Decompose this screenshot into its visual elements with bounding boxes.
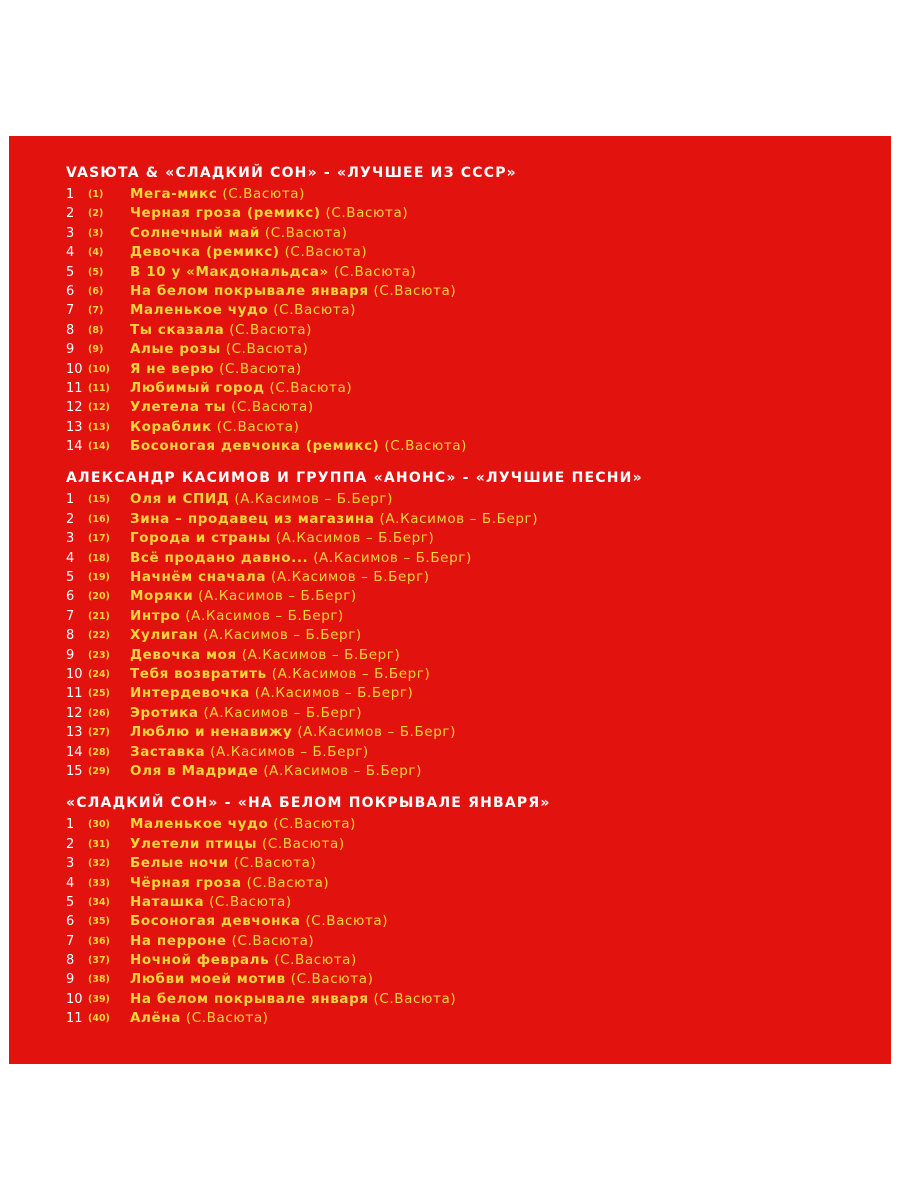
track-row	[66, 321, 866, 340]
track-global-number: (20)	[88, 591, 110, 603]
track-number: 5	[66, 264, 75, 280]
track-name: Всё продано давно...	[130, 549, 309, 566]
track-name: Маленькое чудо	[130, 816, 269, 833]
track-author: (С.Васюта)	[246, 874, 330, 891]
track-name: На перроне	[130, 932, 227, 949]
track-row	[66, 951, 866, 970]
album-title: VASЮTA & «СЛАДКИЙ СОН» - «ЛУЧШЕЕ ИЗ СССР»	[66, 165, 517, 181]
track-global-number: (5)	[88, 266, 104, 278]
track-author: (С.Васюта)	[373, 990, 457, 1007]
track-number: 7	[66, 303, 75, 319]
track-global-number: (36)	[88, 935, 110, 947]
track-name: Алые розы	[130, 341, 221, 358]
track-row	[66, 437, 866, 456]
album-section	[66, 792, 866, 1028]
track-row	[66, 743, 866, 762]
track-global-number: (17)	[88, 533, 110, 545]
track-title-line	[130, 626, 362, 645]
track-row	[66, 224, 866, 243]
track-author: (А.Касимов – Б.Берг)	[379, 510, 539, 527]
track-name: Чёрная гроза	[130, 874, 242, 891]
track-name: В 10 у «Макдональдса»	[130, 263, 329, 280]
track-global-number: (2)	[88, 208, 104, 220]
track-row	[66, 665, 866, 684]
track-name: Улетела ты	[130, 399, 227, 416]
track-global-number: (40)	[88, 1013, 110, 1025]
track-number: 2	[66, 836, 75, 852]
album-title: «СЛАДКИЙ СОН» - «НА БЕЛОМ ПОКРЫВАЛЕ ЯНВАРЯ»	[66, 795, 551, 812]
album-section	[66, 162, 866, 456]
track-number: 9	[66, 647, 75, 663]
track-author: (С.Васюта)	[264, 224, 348, 241]
track-title-line	[130, 379, 352, 398]
track-row	[66, 243, 866, 262]
track-name: Города и страны	[130, 530, 271, 547]
track-author: (С.Васюта)	[284, 244, 368, 261]
track-author: (А.Касимов – Б.Берг)	[185, 607, 344, 624]
tracklist-panel	[9, 136, 891, 1064]
track-name: Моряки	[130, 588, 194, 605]
track-title-line	[130, 723, 456, 742]
track-row	[66, 684, 866, 703]
track-author: (А.Касимов – Б.Берг)	[254, 685, 414, 702]
track-author: (С.Васюта)	[290, 971, 374, 988]
track-author: (С.Васюта)	[333, 263, 417, 280]
track-row	[66, 912, 866, 931]
track-global-number: (12)	[88, 402, 110, 414]
track-number: 13	[66, 419, 83, 435]
track-author: (С.Васюта)	[222, 186, 306, 202]
track-global-number: (27)	[88, 727, 110, 739]
track-author: (С.Васюта)	[209, 893, 292, 910]
track-number: 4	[66, 550, 75, 566]
track-title-line	[130, 568, 430, 587]
track-title-line	[130, 437, 467, 456]
track-title-line	[130, 529, 434, 548]
track-name: Оля и СПИД	[130, 491, 230, 508]
track-title-line	[130, 418, 299, 437]
track-row	[66, 549, 866, 568]
track-number: 14	[66, 439, 83, 455]
track-title-line	[130, 815, 356, 834]
track-number: 10	[66, 666, 83, 682]
track-title-line	[130, 970, 373, 989]
track-name: Девочка (ремикс)	[130, 244, 280, 261]
track-number: 1	[66, 492, 75, 508]
track-author: (С.Васюта)	[274, 952, 357, 969]
track-author: (А.Касимов – Б.Берг)	[297, 724, 456, 741]
track-row	[66, 815, 866, 834]
track-name: Заставка	[130, 743, 206, 760]
track-title-line	[130, 607, 344, 626]
track-name: Солнечный май	[130, 224, 260, 241]
track-author: (С.Васюта)	[185, 1010, 269, 1027]
track-row	[66, 762, 866, 781]
track-title-line	[130, 854, 316, 873]
track-row	[66, 607, 866, 626]
track-name: Мега-микс	[130, 186, 218, 202]
track-name: Улетели птицы	[130, 835, 258, 852]
track-row	[66, 932, 866, 951]
track-global-number: (9)	[88, 344, 104, 356]
track-number: 3	[66, 225, 75, 241]
track-number: 6	[66, 283, 75, 299]
track-row	[66, 854, 866, 873]
track-number: 5	[66, 570, 75, 586]
track-title-line	[130, 743, 369, 762]
track-author: (А.Касимов – Б.Берг)	[275, 530, 435, 547]
track-row	[66, 360, 866, 379]
track-global-number: (10)	[88, 363, 110, 375]
track-name: Ты сказала	[130, 321, 225, 338]
track-title-line	[130, 282, 456, 301]
track-title-line	[130, 684, 413, 703]
track-author: (С.Васюта)	[273, 816, 357, 833]
track-number: 2	[66, 511, 75, 527]
track-number: 11	[66, 686, 83, 702]
track-number: 6	[66, 914, 75, 930]
track-row	[66, 204, 866, 223]
track-name: Кораблик	[130, 418, 212, 435]
track-author: (А.Касимов – Б.Берг)	[263, 762, 422, 779]
track-author: (С.Васюта)	[273, 302, 357, 319]
track-row	[66, 626, 866, 645]
track-author: (С.Васюта)	[216, 418, 300, 435]
track-global-number: (30)	[88, 819, 110, 831]
track-row	[66, 587, 866, 606]
track-name: Тебя возвратить	[130, 665, 267, 682]
track-global-number: (38)	[88, 974, 110, 986]
track-global-number: (31)	[88, 838, 110, 850]
track-title-line	[130, 360, 302, 379]
track-author: (С.Васюта)	[373, 282, 457, 299]
track-row	[66, 723, 866, 742]
track-name: Маленькое чудо	[130, 302, 269, 319]
track-global-number: (1)	[88, 189, 104, 200]
track-title-line	[130, 932, 314, 951]
tracklist	[66, 162, 866, 1029]
track-number: 1	[66, 817, 75, 833]
track-global-number: (16)	[88, 513, 110, 525]
track-row	[66, 379, 866, 398]
track-row	[66, 990, 866, 1009]
track-name: Босоногая девчонка (ремикс)	[130, 438, 380, 455]
track-global-number: (24)	[88, 668, 110, 680]
track-author: (А.Касимов – Б.Берг)	[203, 704, 363, 721]
track-title-line	[130, 835, 345, 854]
track-global-number: (28)	[88, 746, 110, 758]
track-global-number: (23)	[88, 649, 110, 661]
track-name: Наташка	[130, 893, 205, 910]
track-global-number: (11)	[88, 382, 110, 394]
track-title-line	[130, 490, 393, 509]
track-title-line	[130, 874, 329, 893]
track-global-number: (22)	[88, 630, 110, 642]
track-global-number: (33)	[88, 877, 110, 889]
track-global-number: (13)	[88, 421, 110, 433]
track-title-line	[130, 243, 367, 262]
track-row	[66, 263, 866, 282]
track-author: (А.Касимов – Б.Берг)	[203, 627, 362, 644]
track-title-line	[130, 762, 422, 781]
track-author: (А.Касимов – Б.Берг)	[271, 665, 431, 682]
track-number: 14	[66, 744, 83, 760]
track-name: Любви моей мотив	[130, 971, 286, 988]
track-row	[66, 704, 866, 723]
track-name: Начнём сначала	[130, 569, 267, 586]
track-title-line	[130, 340, 308, 359]
track-name: Алёна	[130, 1010, 181, 1027]
track-number: 3	[66, 856, 75, 872]
track-author: (С.Васюта)	[305, 913, 389, 930]
track-number: 8	[66, 322, 75, 338]
track-number: 11	[66, 1011, 83, 1027]
track-name: Оля в Мадриде	[130, 762, 259, 779]
track-author: (А.Касимов – Б.Берг)	[241, 646, 401, 663]
album-section	[66, 467, 866, 781]
track-number: 4	[66, 875, 75, 891]
track-name: Белые ночи	[130, 855, 229, 872]
track-row	[66, 510, 866, 529]
track-title-line	[130, 224, 348, 243]
track-row	[66, 398, 866, 417]
track-global-number: (19)	[88, 572, 110, 584]
track-title-line	[130, 549, 472, 568]
track-row	[66, 893, 866, 912]
track-number: 12	[66, 400, 83, 416]
track-name: Ночной февраль	[130, 952, 270, 969]
track-row	[66, 490, 866, 509]
track-global-number: (15)	[88, 494, 110, 506]
track-title-line	[130, 912, 388, 931]
track-row	[66, 970, 866, 989]
track-row	[66, 1009, 866, 1028]
track-title-line	[130, 398, 314, 417]
track-number: 7	[66, 608, 75, 624]
track-author: (С.Васюта)	[219, 360, 302, 377]
track-number: 8	[66, 628, 75, 644]
track-global-number: (26)	[88, 707, 110, 719]
track-global-number: (32)	[88, 858, 110, 870]
track-name: Черная гроза (ремикс)	[130, 205, 321, 222]
track-global-number: (7)	[88, 305, 104, 317]
track-number: 3	[66, 531, 75, 547]
track-author: (А.Касимов – Б.Берг)	[234, 491, 393, 508]
track-title-line	[130, 893, 292, 912]
track-row	[66, 418, 866, 437]
track-author: (С.Васюта)	[269, 379, 353, 396]
track-global-number: (4)	[88, 247, 104, 259]
track-row	[66, 185, 866, 204]
track-author: (А.Касимов – Б.Берг)	[210, 743, 369, 760]
track-number: 10	[66, 361, 83, 377]
track-number: 6	[66, 589, 75, 605]
track-global-number: (29)	[88, 765, 110, 777]
track-author: (С.Васюта)	[231, 932, 315, 949]
track-number: 13	[66, 725, 83, 741]
track-title-line	[130, 990, 456, 1009]
track-title-line	[130, 951, 357, 970]
track-global-number: (8)	[88, 324, 104, 336]
track-title-line	[130, 1009, 269, 1028]
track-author: (С.Васюта)	[384, 438, 468, 455]
track-name: Босоногая девчонка	[130, 913, 301, 930]
track-name: Эротика	[130, 704, 199, 721]
track-number: 4	[66, 245, 75, 261]
track-title-line	[130, 263, 416, 282]
track-author: (С.Васюта)	[225, 341, 309, 358]
track-title-line	[130, 185, 305, 204]
track-row	[66, 568, 866, 587]
track-name: Интердевочка	[130, 685, 250, 702]
track-number: 15	[66, 763, 83, 779]
track-number: 12	[66, 705, 83, 721]
track-name: Любимый город	[130, 379, 265, 396]
track-name: Люблю и ненавижу	[130, 724, 293, 741]
track-number: 2	[66, 206, 75, 222]
track-title-line	[130, 587, 357, 606]
track-name: На белом покрывале января	[130, 282, 369, 299]
track-number: 1	[66, 187, 75, 202]
track-title-line	[130, 510, 538, 529]
track-row	[66, 301, 866, 320]
track-name: Девочка моя	[130, 646, 237, 663]
track-name: Я не верю	[130, 360, 215, 377]
track-number: 7	[66, 933, 75, 949]
track-number: 9	[66, 972, 75, 988]
track-author: (С.Васюта)	[229, 321, 312, 338]
track-name: На белом покрывале января	[130, 990, 369, 1007]
track-author: (С.Васюта)	[233, 855, 317, 872]
track-number: 11	[66, 380, 83, 396]
track-row	[66, 529, 866, 548]
track-name: Интро	[130, 607, 181, 624]
track-number: 10	[66, 991, 83, 1007]
track-author: (С.Васюта)	[231, 399, 314, 416]
track-global-number: (18)	[88, 552, 110, 564]
track-row	[66, 835, 866, 854]
track-author: (С.Васюта)	[325, 205, 409, 222]
track-number: 8	[66, 953, 75, 969]
track-author: (А.Касимов – Б.Берг)	[198, 588, 357, 605]
track-global-number: (21)	[88, 610, 110, 622]
track-number: 9	[66, 342, 75, 358]
track-title-line	[130, 704, 362, 723]
track-global-number: (14)	[88, 441, 110, 453]
track-name: Хулиган	[130, 627, 199, 644]
track-row	[66, 340, 866, 359]
track-title-line	[130, 321, 312, 340]
track-global-number: (37)	[88, 955, 110, 967]
track-global-number: (39)	[88, 993, 110, 1005]
track-title-line	[130, 665, 430, 684]
album-title: АЛЕКСАНДР КАСИМОВ И ГРУППА «АНОНС» - «ЛУЧШИЕ ПЕСНИ»	[66, 470, 643, 487]
track-global-number: (34)	[88, 896, 110, 908]
track-row	[66, 282, 866, 301]
track-author: (А.Касимов – Б.Берг)	[271, 569, 430, 586]
track-title-line	[130, 301, 356, 320]
track-global-number: (25)	[88, 688, 110, 700]
track-row	[66, 874, 866, 893]
track-title-line	[130, 204, 408, 223]
track-global-number: (35)	[88, 916, 110, 928]
track-name: Зина – продавец из магазина	[130, 510, 375, 527]
track-number: 5	[66, 894, 75, 910]
track-author: (А.Касимов – Б.Берг)	[313, 549, 472, 566]
track-global-number: (6)	[88, 285, 104, 297]
track-author: (С.Васюта)	[262, 835, 345, 852]
track-title-line	[130, 646, 400, 665]
track-row	[66, 646, 866, 665]
track-global-number: (3)	[88, 227, 104, 239]
